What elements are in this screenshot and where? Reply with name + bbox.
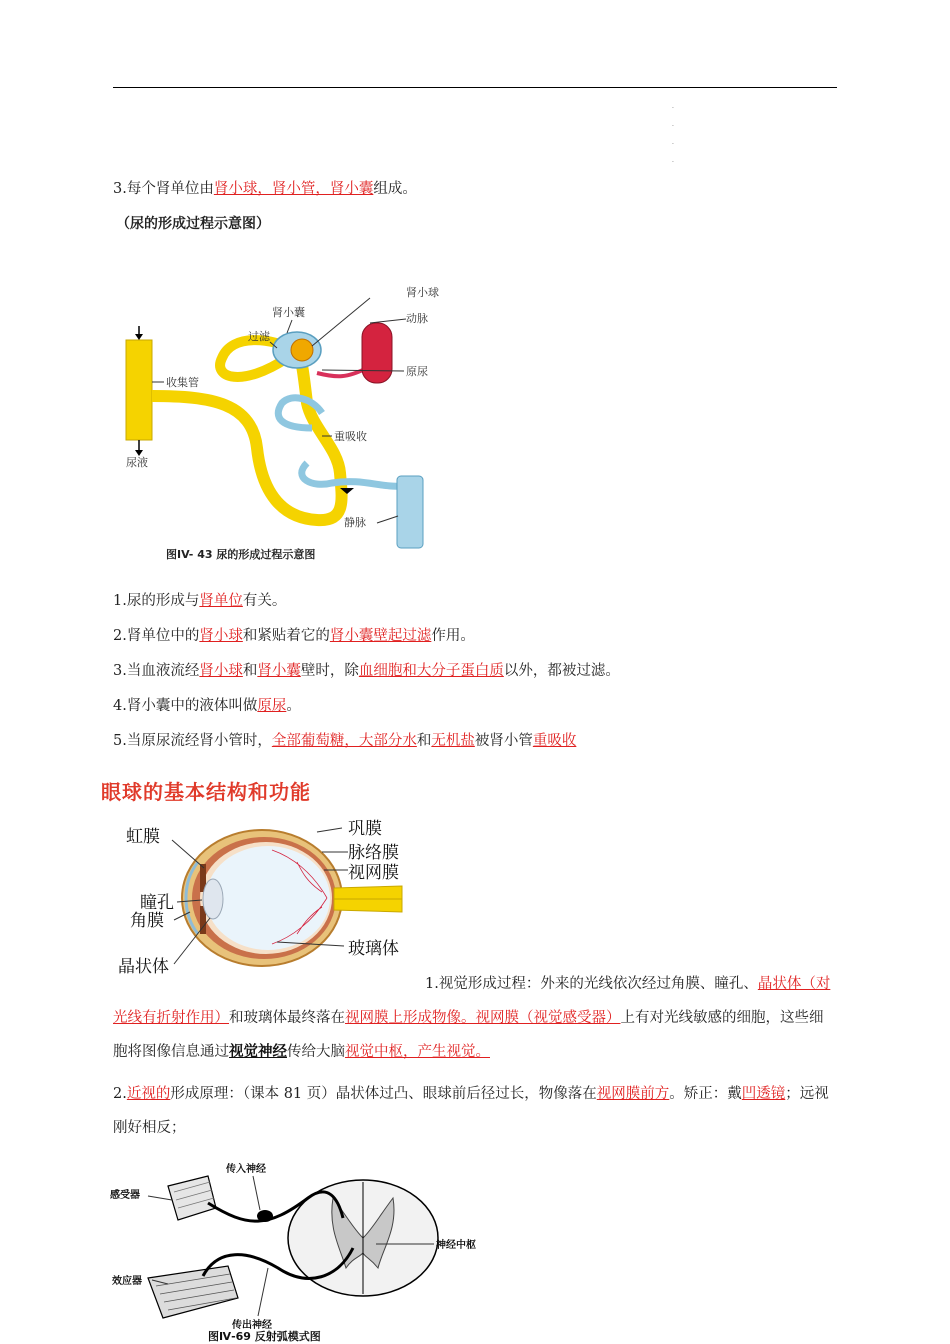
urine-point-2: 2.肾单位中的肾小球和紧贴着它的肾小囊壁起过滤作用。 — [113, 628, 475, 644]
label-urine: 尿液 — [126, 456, 148, 469]
urine-formation-figure — [112, 278, 452, 568]
reflex-label-effector: 效应器 — [112, 1276, 142, 1287]
label-capsule: 肾小囊 — [272, 306, 305, 319]
section-title-eye: 眼球的基本结构和功能 — [101, 780, 311, 804]
urine-point-5: 5.当原尿流经肾小管时，全部葡萄糖，大部分水和无机盐被肾小管重吸收 — [113, 733, 577, 749]
label-vein: 静脉 — [344, 516, 366, 529]
figure-caption-urine: （尿的形成过程示意图） — [116, 216, 270, 232]
urine-figure-caption: 图IV- 43 尿的形成过程示意图 — [166, 548, 316, 561]
nephron-composition-line: 3.每个肾单位由肾小球，肾小管，肾小囊组成。 — [113, 181, 417, 197]
reflex-arc-figure — [108, 1158, 488, 1344]
eye-label-vitreous: 玻璃体 — [348, 939, 399, 959]
eye-label-cornea: 角膜 — [130, 911, 164, 931]
reflex-label-afferent: 传入神经 — [226, 1164, 266, 1175]
eye-structure-figure — [112, 812, 412, 984]
eye-label-iris: 虹膜 — [126, 827, 160, 847]
header-dots: . . . . — [672, 103, 674, 164]
label-filter: 过滤 — [248, 330, 270, 343]
reflex-figure-caption: 图Ⅳ-69 反射弧模式图 — [208, 1330, 321, 1343]
label-collecting-duct: 收集管 — [166, 376, 199, 389]
label-primary-urine: 原尿 — [406, 365, 428, 378]
reflex-label-receptor: 感受器 — [110, 1190, 140, 1201]
label-artery: 动脉 — [406, 312, 428, 325]
eye-label-pupil: 瞳孔 — [140, 893, 174, 913]
label-glomerulus: 肾小球 — [406, 286, 439, 299]
header-rule — [113, 87, 837, 88]
vision-process-paragraph: 1.视觉形成过程：外来的光线依次经过角膜、瞳孔、晶状体（对光线有折射作用）和玻璃体最终落在视网膜上形成物像。视网膜（视觉感受器）上有对光线敏感的细胞，这些细胞将图像信息通过视觉神经传给大脑视觉中枢，产生视觉。 — [113, 976, 831, 1060]
eye-label-sclera: 巩膜 — [348, 819, 382, 839]
eye-label-retina: 视网膜 — [348, 863, 399, 883]
myopia-paragraph: 2.近视的形成原理：（课本 81 页）晶状体过凸、眼球前后径过长，物像落在视网膜前方。矫正：戴凹透镜；远视刚好相反； — [113, 1086, 829, 1136]
label-reabsorb: 重吸收 — [334, 430, 367, 443]
eye-label-choroid: 脉络膜 — [348, 843, 399, 863]
urine-point-3: 3.当血液流经肾小球和肾小囊壁时，除血细胞和大分子蛋白质以外，都被过滤。 — [113, 663, 620, 679]
urine-point-1: 1.尿的形成与肾单位有关。 — [113, 593, 287, 609]
reflex-label-center: 神经中枢 — [436, 1240, 476, 1251]
urine-point-4: 4.肾小囊中的液体叫做原尿。 — [113, 698, 301, 714]
reflex-label-efferent: 传出神经 — [232, 1320, 272, 1331]
eye-label-lens: 晶状体 — [118, 957, 169, 977]
